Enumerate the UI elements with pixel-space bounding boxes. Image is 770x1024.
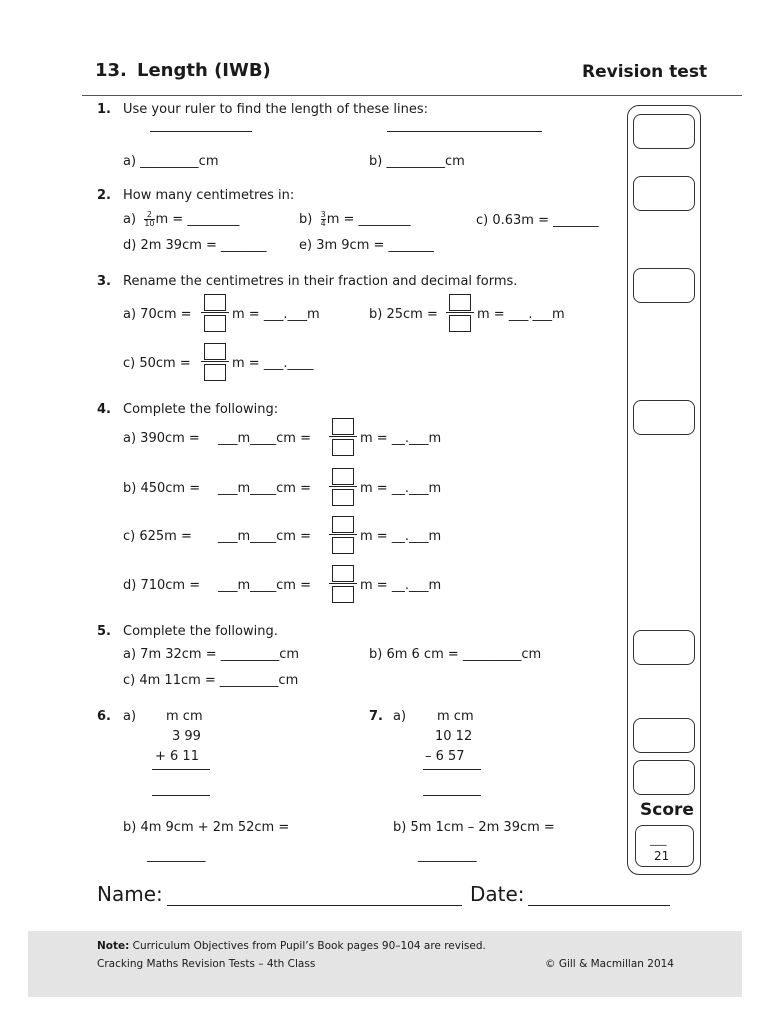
q7-number: 7. — [369, 709, 383, 724]
q4-d-right[interactable]: m = __.___m — [360, 578, 442, 593]
footer-series: Cracking Maths Revision Tests – 4th Class — [97, 958, 316, 970]
q1-answer-a[interactable]: a) _________cm — [123, 154, 219, 169]
q3-b-left: b) 25cm = — [369, 307, 438, 322]
page-title: Length (IWB) — [137, 60, 271, 81]
q2-answer-e[interactable]: e) 3m 9cm = _______ — [299, 238, 435, 253]
name-field[interactable] — [167, 905, 462, 906]
q6-row2: + 6 11 — [155, 749, 199, 764]
q4-a-mid[interactable]: ___m____cm = — [218, 431, 311, 446]
q4-d-fraction-boxes[interactable] — [332, 565, 356, 603]
q4-prompt: Complete the following: — [123, 402, 279, 417]
q6-row1: 3 99 — [172, 729, 201, 744]
q3-a-left: a) 70cm = — [123, 307, 192, 322]
q3-c-left: c) 50cm = — [123, 356, 191, 371]
q4-c-right[interactable]: m = __.___m — [360, 529, 442, 544]
score-box-q6[interactable] — [633, 718, 695, 753]
section-number: 13. — [95, 60, 127, 81]
q3-prompt: Rename the centimetres in their fraction and decimal forms. — [123, 274, 518, 289]
q7-a-label: a) — [393, 709, 407, 724]
q6-b-prompt: b) 4m 9cm + 2m 52cm = — [123, 820, 290, 835]
q6-b-answer[interactable]: _________ — [147, 848, 206, 863]
date-label: Date: — [470, 882, 525, 906]
q2-a-fraction: $\frac{2}{10}$ — [144, 210, 155, 228]
q1-prompt: Use your ruler to find the length of these lines: — [123, 102, 428, 117]
score-box-q1[interactable] — [633, 114, 695, 149]
score-total: 21 — [654, 849, 670, 863]
score-label: Score — [640, 800, 694, 820]
q2-answer-d[interactable]: d) 2m 39cm = _______ — [123, 238, 267, 253]
q4-d-left: d) 710cm = — [123, 578, 201, 593]
q6-column-head: m cm — [166, 709, 203, 724]
q4-a-fraction-boxes[interactable] — [332, 418, 356, 456]
score-box-q2[interactable] — [633, 176, 695, 211]
q5-prompt: Complete the following. — [123, 624, 278, 639]
q7-difference-line — [423, 769, 481, 770]
score-box-q7[interactable] — [633, 760, 695, 795]
q5-number: 5. — [97, 624, 111, 639]
header-rule — [82, 95, 742, 96]
q6-sum-line — [152, 769, 210, 770]
q4-d-mid[interactable]: ___m____cm = — [218, 578, 311, 593]
q7-row2: – 6 57 — [425, 749, 465, 764]
q4-a-left: a) 390cm = — [123, 431, 200, 446]
q4-b-fraction-boxes[interactable] — [332, 468, 356, 506]
q2-a-label: a) — [123, 212, 137, 227]
q4-number: 4. — [97, 402, 111, 417]
q2-b-fraction: $\frac{3}{4}$ — [320, 210, 326, 228]
q7-b-prompt: b) 5m 1cm – 2m 39cm = — [393, 820, 555, 835]
q5-answer-c[interactable]: c) 4m 11cm = _________cm — [123, 673, 299, 688]
q4-a-right[interactable]: m = __.___m — [360, 431, 442, 446]
q3-c-fraction-boxes[interactable] — [204, 343, 228, 381]
q3-number: 3. — [97, 274, 111, 289]
date-field[interactable] — [528, 905, 670, 906]
score-box-q4[interactable] — [633, 400, 695, 435]
score-box-q3[interactable] — [633, 268, 695, 303]
footer-copyright: © Gill & Macmillan 2014 — [545, 958, 674, 970]
q3-c-right[interactable]: m = ___.____ — [232, 356, 314, 371]
q6-answer-line[interactable] — [152, 795, 210, 796]
q3-a-fraction-boxes[interactable] — [204, 294, 228, 332]
q4-b-left: b) 450cm = — [123, 481, 201, 496]
q4-c-mid[interactable]: ___m____cm = — [218, 529, 311, 544]
name-label: Name: — [97, 882, 163, 906]
q7-column-head: m cm — [437, 709, 474, 724]
score-blank: ___ — [650, 833, 667, 846]
q2-b-label: b) — [299, 212, 313, 227]
q4-b-right[interactable]: m = __.___m — [360, 481, 442, 496]
q1-number: 1. — [97, 102, 111, 117]
q6-a-label: a) — [123, 709, 137, 724]
q4-c-left: c) 625m = — [123, 529, 192, 544]
q5-answer-b[interactable]: b) 6m 6 cm = _________cm — [369, 647, 542, 662]
q4-b-mid[interactable]: ___m____cm = — [218, 481, 311, 496]
q6-number: 6. — [97, 709, 111, 724]
q4-c-fraction-boxes[interactable] — [332, 516, 356, 554]
q2-answer-c[interactable]: c) 0.63m = _______ — [476, 213, 599, 228]
q2-number: 2. — [97, 188, 111, 203]
q3-b-fraction-boxes[interactable] — [449, 294, 473, 332]
score-box-q5[interactable] — [633, 630, 695, 665]
q7-b-answer[interactable]: _________ — [418, 848, 477, 863]
q3-a-right[interactable]: m = ___.___m — [232, 307, 320, 322]
footer-note: Note: Curriculum Objectives from Pupil’s Book pages 90–104 are revised. — [97, 940, 486, 952]
q2-answer-a[interactable]: a) $\frac{2}{10}$ m = ________ — [123, 210, 240, 228]
q3-b-right[interactable]: m = ___.___m — [477, 307, 565, 322]
q2-prompt: How many centimetres in: — [123, 188, 295, 203]
q1-line-a — [150, 131, 252, 132]
q1-line-b — [387, 131, 542, 132]
q5-answer-a[interactable]: a) 7m 32cm = _________cm — [123, 647, 300, 662]
q7-answer-line[interactable] — [423, 795, 481, 796]
q7-row1: 10 12 — [435, 729, 473, 744]
q2-answer-b[interactable]: b) $\frac{3}{4}$ m = ________ — [299, 210, 411, 228]
revision-test-label: Revision test — [582, 62, 708, 82]
q1-answer-b[interactable]: b) _________cm — [369, 154, 465, 169]
